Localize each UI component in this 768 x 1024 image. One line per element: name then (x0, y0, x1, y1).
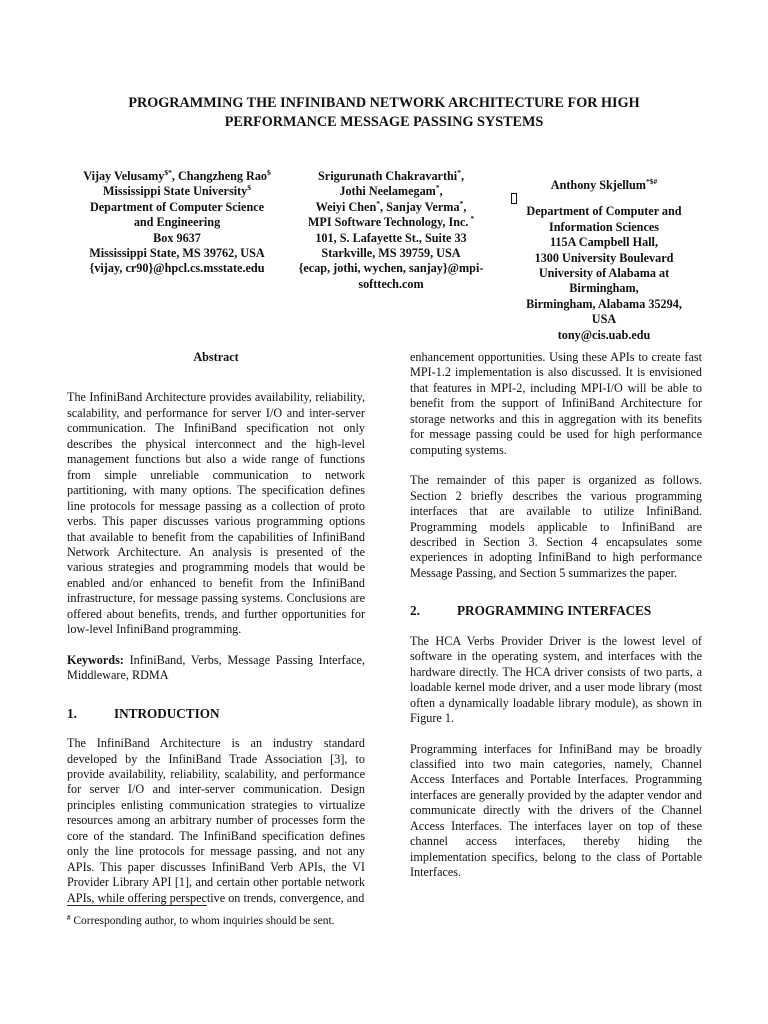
author-line: Department of Computer and (526, 204, 682, 219)
keywords (67, 653, 365, 684)
author-line: Box 9637 (153, 230, 201, 245)
title-line-2: PERFORMANCE MESSAGE PASSING SYSTEMS (224, 114, 544, 130)
intro-continuation: enhancement opportunities. Using these APIs to create fast MPI-1.2 implementation is also discussed. It is envisioned that features in MPI-2, including MPI-I/O will be able to benefit from the support of InfiniBand Architecture for storage networks and this in aggregation with its benefits for message passing could be used for high performance computing systems. (410, 350, 702, 457)
author-line: University of Alabama at (538, 266, 670, 281)
box-glyph-icon (511, 193, 517, 204)
keywords-text: InfiniBand, Verbs, Message Passing Interface, Middleware, RDMA (67, 652, 365, 683)
left-column (67, 350, 365, 906)
author-line: Mississippi State, MS 39762, USA (89, 246, 265, 261)
author-line: Vijay Velusamy$*, Changzheng Rao$ (83, 168, 271, 183)
section-heading-introduction: 1. INTRODUCTION (67, 705, 220, 721)
author-line: and Engineering (133, 215, 221, 230)
abstract-heading: Abstract (193, 350, 239, 364)
author-block-uab (510, 178, 698, 343)
author-line: Srigurunath Chakravarthi*, (318, 168, 464, 183)
author-line: Birmingham, (569, 281, 639, 296)
title-line-1: PROGRAMMING THE INFINIBAND NETWORK ARCHITECTURE FOR HIGH (128, 95, 640, 111)
author-line: Birmingham, Alabama 35294, (526, 296, 682, 311)
abstract-body: The InfiniBand Architecture provides availability, reliability, scalability, and performance for server I/O and inter-server communication. The InfiniBand specification not only describes the physical interconnect and the high-level management functions but also a wide range of functions from simple unreliable communication to network partitioning, with many options. The specification defines line protocols for message passing as a collection of proto verbs. This paper discusses various programming options that available to benefit from the capabilities of InfiniBand Network Architecture. An analysis is presented of the various strategies and programming models that would be enabled and/or enhanced to benefit from the InfiniBand infrastructure, for message passing systems. Conclusions are offered about benefits, trends, and further opportunities for low-level InfiniBand programming. (67, 390, 365, 637)
footnote (67, 914, 387, 928)
author-line: Anthony Skjellum*$# (510, 178, 698, 204)
organization-paragraph: The remainder of this paper is organized as follows. Section 2 briefly describes the various programming interfaces that are available to utilize InfiniBand. Programming models applicable to InfiniBand are described in Section 3. Section 4 encapsulates some experiences in adopting InfiniBand to high performance Message Passing, and Section 5 summarizes the paper. (410, 473, 702, 580)
author-line: Department of Computer Science (89, 199, 265, 214)
author-line: Jothi Neelamegam*, (339, 183, 443, 199)
author-email: {ecap, jothi, wychen, sanjay}@mpi- (298, 261, 484, 276)
author-line: MPI Software Technology, Inc. * (307, 214, 475, 230)
author-line: Weiyi Chen*, Sanjay Verma*, (315, 198, 467, 214)
interfaces-paragraph-2: Programming interfaces for InfiniBand may be broadly classified into two main categories, namely, Channel Access Interfaces and Portable Interfaces. Programming interfaces are generally provided by the adapter vendor and communicate directly with the drivers of the Channel Access Interfaces. The interfaces layer on top of these channel access interfaces, thereby hiding the implementation specifics, belong to the class of Portable Interfaces. (410, 741, 702, 880)
author-block-mpi-softtech (288, 169, 494, 292)
author-line: Information Sciences (548, 219, 659, 234)
interfaces-paragraph-1: The HCA Verbs Provider Driver is the lowest level of software in the operating system, and interfaces with the hardware directly. The HCA driver consists of two parts, a loadable kernel mode driver, and a user mode library (most often a dynamically loadable library module), as shown in Figure 1. (410, 633, 702, 726)
keywords-label: Keywords: (67, 652, 124, 667)
author-line: Mississippi State University$ (103, 183, 251, 199)
author-line: Starkville, MS 39759, USA (321, 246, 461, 261)
author-line: 101, S. Lafayette St., Suite 33 (315, 230, 467, 245)
paper-title (60, 94, 708, 132)
author-email: {vijay, cr90}@hpcl.cs.msstate.edu (89, 261, 265, 276)
intro-paragraph: The InfiniBand Architecture is an industry standard developed by the InfiniBand Trade Association [3], to provide availability, reliability, scalability, and performance for server I/O and inter-server communication. Design principles enlisting communication strategies to virtualize resources among an arbitrary number of processes form the core of the standard. The InfiniBand specification defines only the line protocols for message passing, and not any APIs. This paper discusses InfiniBand Verb APIs, the VI Provider Library API [1], and certain other portable network APIs, while offering perspective on trends, convergence, and (67, 736, 365, 905)
footnote-divider (67, 905, 207, 906)
author-email: softtech.com (358, 276, 424, 291)
footnote-marker: # (67, 914, 71, 922)
author-block-msu (62, 169, 292, 277)
author-email: tony@cis.uab.edu (557, 327, 651, 342)
footnote-text: Corresponding author, to whom inquiries should be sent. (70, 915, 335, 927)
section-heading-programming-interfaces: 2. PROGRAMMING INTERFACES (410, 603, 652, 619)
author-line: 115A Campbell Hall, (549, 235, 658, 250)
author-line: USA (591, 312, 617, 327)
author-line: 1300 University Boulevard (534, 250, 674, 265)
right-column (410, 350, 702, 881)
